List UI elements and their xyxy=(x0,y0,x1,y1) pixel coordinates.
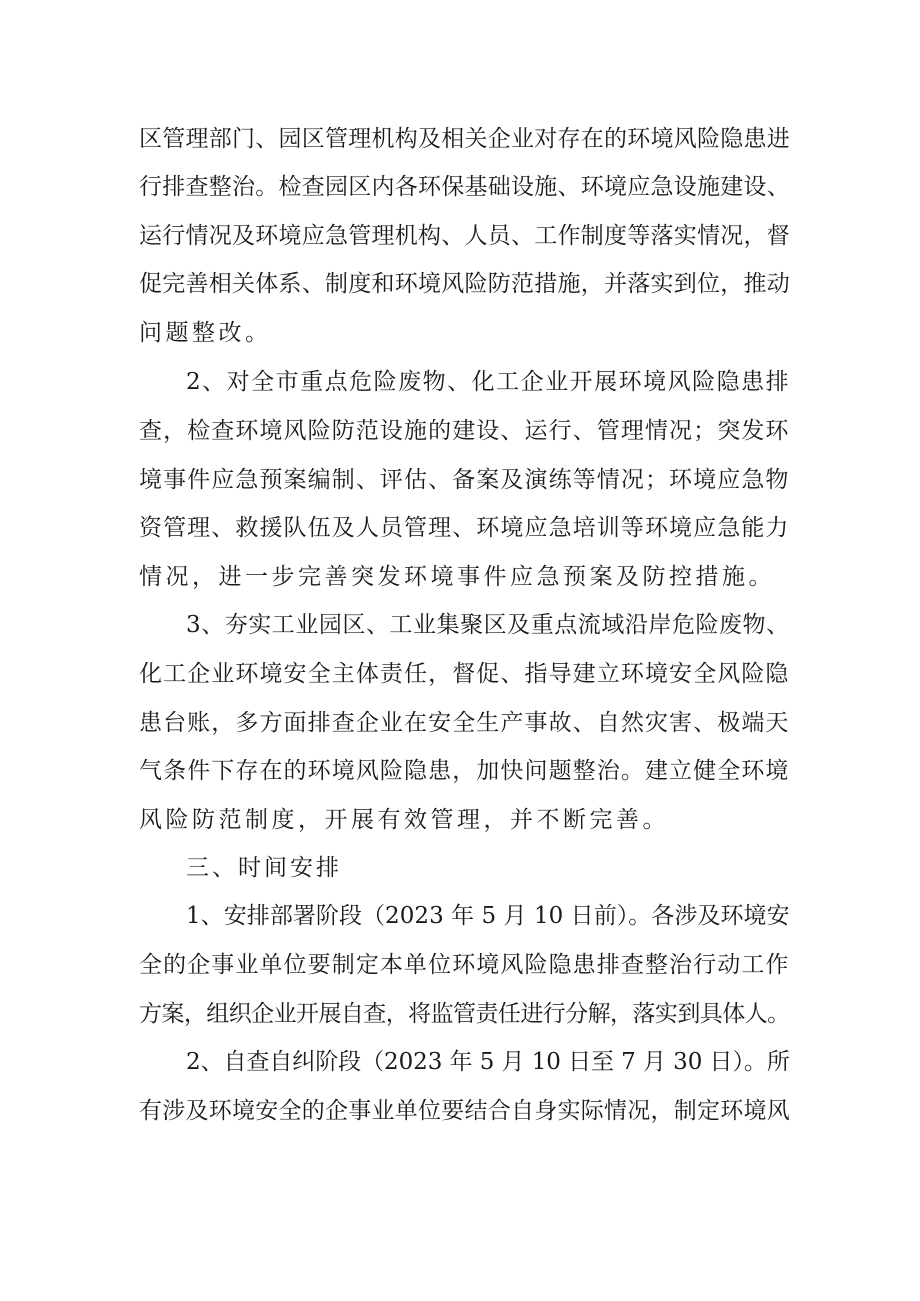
paragraph-line: 行排查整治。检查园区内各环保基础设施、环境应急设施建设、 xyxy=(139,174,790,200)
paragraph-line: 3、夯实工业园区、工业集聚区及重点流域沿岸危险废物、 xyxy=(186,612,790,638)
paragraph-line: 有涉及环境安全的企事业单位要结合自身实际情况，制定环境风 xyxy=(139,1098,790,1124)
paragraph-line: 风险防范制度，开展有效管理，并不断完善。 xyxy=(139,807,669,833)
section-heading: 三、时间安排 xyxy=(186,855,342,881)
paragraph-line: 2、自查自纠阶段（2023 年 5 月 10 日至 7 月 30 日）。所 xyxy=(186,1049,790,1075)
paragraph-line: 问题整改。 xyxy=(139,320,272,346)
paragraph-line: 1、安排部署阶段（2023 年 5 月 10 日前）。各涉及环境安 xyxy=(186,903,790,929)
paragraph-line: 查，检查环境风险防范设施的建设、运行、管理情况；突发环 xyxy=(139,418,790,444)
paragraph-line: 区管理部门、园区管理机构及相关企业对存在的环境风险隐患进 xyxy=(139,126,790,152)
paragraph-line: 资管理、救援队伍及人员管理、环境应急培训等环境应急能力 xyxy=(139,515,790,541)
paragraph-line: 化工企业环境安全主体责任，督促、指导建立环境安全风险隐 xyxy=(139,661,790,687)
paragraph-line: 全的企事业单位要制定本单位环境风险隐患排查整治行动工作 xyxy=(139,952,790,978)
paragraph-line: 运行情况及环境应急管理机构、人员、工作制度等落实情况，督 xyxy=(139,223,790,249)
paragraph-line: 境事件应急预案编制、评估、备案及演练等情况；环境应急物 xyxy=(139,467,790,493)
paragraph-line: 2、对全市重点危险废物、化工企业开展环境风险隐患排 xyxy=(186,369,791,395)
paragraph-line: 气条件下存在的环境风险隐患，加快问题整治。建立健全环境 xyxy=(139,758,790,784)
paragraph-line: 患台账，多方面排查企业在安全生产事故、自然灾害、极端天 xyxy=(139,710,790,736)
paragraph-line: 促完善相关体系、制度和环境风险防范措施，并落实到位，推动 xyxy=(139,271,790,297)
paragraph-line: 方案，组织企业开展自查，将监管责任进行分解，落实到具体人。 xyxy=(139,1001,790,1027)
paragraph-line: 情况，进一步完善突发环境事件应急预案及防控措施。 xyxy=(139,564,775,590)
